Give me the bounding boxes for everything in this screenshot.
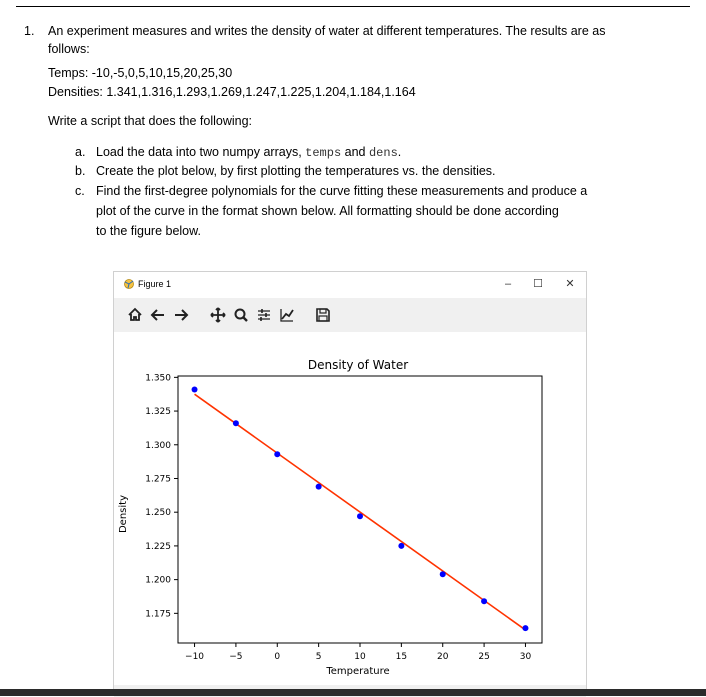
figure-title: Figure 1 bbox=[138, 279, 172, 289]
figure-toolbar bbox=[114, 298, 586, 332]
item-c-line1: Find the first-degree polynomials for the curve fitting these measurements and produce a bbox=[96, 184, 588, 198]
plot-area bbox=[145, 373, 542, 662]
matplotlib-app-icon bbox=[123, 278, 135, 290]
code-dens: dens bbox=[368, 146, 398, 160]
y-tick-label: 1.275 bbox=[145, 474, 171, 485]
y-tick-label: 1.200 bbox=[145, 575, 171, 586]
y-tick-label: 1.250 bbox=[145, 508, 171, 519]
x-axis-label: Temperature bbox=[326, 666, 390, 677]
x-tick-label: −5 bbox=[229, 652, 243, 662]
question-intro-line2: follows: bbox=[48, 42, 90, 56]
y-tick-label: 1.175 bbox=[145, 609, 171, 620]
forward-arrow-icon[interactable] bbox=[172, 306, 190, 324]
save-icon[interactable] bbox=[314, 306, 332, 324]
fit-line bbox=[195, 394, 526, 630]
back-arrow-icon[interactable] bbox=[149, 306, 167, 324]
edit-axis-icon[interactable] bbox=[278, 306, 296, 324]
data-point bbox=[233, 420, 239, 426]
data-point bbox=[192, 386, 198, 392]
x-tick-label: 10 bbox=[354, 652, 366, 662]
item-a-text: Load the data into two numpy arrays, temps and dens. bbox=[96, 145, 402, 160]
figure-window bbox=[113, 271, 587, 696]
bottom-dark-band bbox=[0, 689, 706, 696]
data-point bbox=[274, 451, 280, 457]
item-a bbox=[75, 143, 675, 161]
densities-line: Densities: 1.341,1.316,1.293,1.269,1.247,1.225,1.204,1.184,1.164 bbox=[48, 85, 416, 99]
data-point bbox=[398, 543, 404, 549]
x-tick-label: 15 bbox=[395, 652, 408, 662]
y-tick-label: 1.325 bbox=[145, 407, 171, 418]
subplots-icon[interactable] bbox=[255, 306, 273, 324]
pan-icon[interactable] bbox=[209, 306, 227, 324]
top-rule bbox=[16, 6, 690, 7]
question-intro-line1: An experiment measures and writes the density of water at different temperatures. The results are as bbox=[48, 24, 606, 38]
code-temps: temps bbox=[305, 146, 342, 160]
data-point bbox=[522, 625, 528, 631]
density-chart bbox=[114, 332, 586, 685]
item-b-text: Create the plot below, by first plotting the temperatures vs. the densities. bbox=[96, 164, 496, 178]
chart-title: Density of Water bbox=[307, 358, 409, 372]
script-prompt: Write a script that does the following: bbox=[48, 114, 253, 128]
data-point bbox=[316, 484, 322, 490]
figure-titlebar bbox=[114, 272, 586, 298]
data-point bbox=[481, 598, 487, 604]
y-tick-label: 1.300 bbox=[145, 440, 171, 451]
x-tick-label: 30 bbox=[519, 652, 532, 662]
x-tick-label: 25 bbox=[478, 652, 490, 662]
question-number: 1. bbox=[24, 24, 35, 38]
item-c-line2: plot of the curve in the format shown below. All formatting should be done according bbox=[96, 204, 559, 218]
minimize-button[interactable]: – bbox=[504, 278, 512, 290]
maximize-button[interactable]: ☐ bbox=[533, 278, 543, 290]
x-tick-label: 0 bbox=[274, 652, 281, 662]
x-tick-label: 20 bbox=[437, 652, 449, 662]
close-button[interactable]: ✕ bbox=[565, 278, 575, 290]
home-icon[interactable] bbox=[126, 306, 144, 324]
zoom-icon[interactable] bbox=[232, 306, 250, 324]
data-point bbox=[357, 513, 363, 519]
x-tick-label: 5 bbox=[315, 652, 322, 662]
y-tick-label: 1.225 bbox=[145, 541, 171, 552]
item-c-letter: c. bbox=[75, 184, 85, 198]
item-a-letter: a. bbox=[75, 145, 86, 159]
y-tick-label: 1.350 bbox=[145, 373, 171, 384]
y-axis-label: Density bbox=[118, 494, 129, 534]
data-point bbox=[440, 571, 446, 577]
item-c-line3: to the figure below. bbox=[96, 224, 201, 238]
temps-line: Temps: -10,-5,0,5,10,15,20,25,30 bbox=[48, 66, 233, 80]
x-tick-label: −10 bbox=[185, 652, 205, 662]
item-b bbox=[75, 162, 675, 180]
item-b-letter: b. bbox=[75, 164, 86, 178]
item-c bbox=[75, 182, 675, 238]
figure-canvas bbox=[114, 332, 586, 685]
